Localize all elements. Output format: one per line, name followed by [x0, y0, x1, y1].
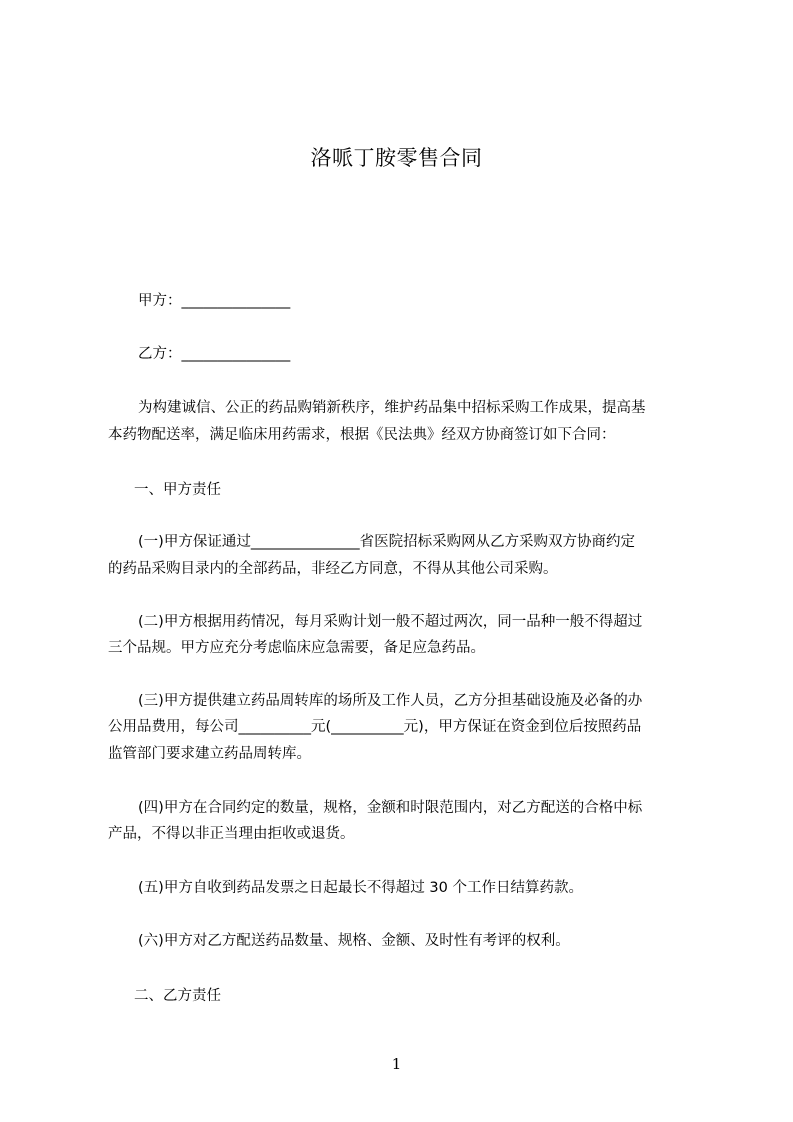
clause-4-line-1: (四)甲方在合同约定的数量，规格，金额和时限范围内，对乙方配送的合格中标: [138, 800, 643, 816]
clause-2-line-2: 三个品规。甲方应充分考虑临床应急需要，备足应急药品。: [108, 640, 485, 656]
section-2-heading: 二、乙方责任: [134, 988, 221, 1004]
intro-line-1: 为构建诚信、公正的药品购销新秩序，维护药品集中招标采购工作成果，提高基: [138, 400, 646, 416]
intro-line-2: 本药物配送率，满足临床用药需求，根据《民法典》经双方协商签订如下合同：: [108, 427, 616, 443]
page-number: 1: [391, 1055, 402, 1073]
clause-2-line-1: (二)甲方根据用药情况，每月采购计划一般不超过两次，同一品种一般不得超过: [138, 614, 643, 630]
clause-6-line: (六)甲方对乙方配送药品数量、规格、金额、及时性有考评的权利。: [138, 933, 570, 949]
section-1-heading: 一、甲方责任: [134, 482, 221, 498]
party-a-line: 甲方：_______________: [138, 293, 291, 309]
clause-3-line-3: 监管部门要求建立药品周转库。: [108, 746, 311, 762]
clause-1-line-1: (一)甲方保证通过_______________省医院招标采购网从乙方采购双方协商约定: [138, 534, 636, 550]
clause-5-line: (五)甲方自收到药品发票之日起最长不得超过 30 个工作日结算药款。: [138, 880, 583, 896]
clause-4-line-2: 产品，不得以非正当理由拒收或退货。: [108, 826, 355, 842]
clause-3-line-1: (三)甲方提供建立药品周转库的场所及工作人员，乙方分担基础设施及必备的办: [138, 693, 643, 709]
party-b-line: 乙方：_______________: [138, 346, 291, 362]
clause-1-line-2: 的药品采购目录内的全部药品，非经乙方同意，不得从其他公司采购。: [108, 561, 558, 577]
clause-3-line-2: 公用品费用，每公司__________元(__________元)，甲方保证在资金到位后按照药品: [108, 719, 642, 735]
document-title: 洛哌丁胺零售合同: [310, 146, 483, 170]
